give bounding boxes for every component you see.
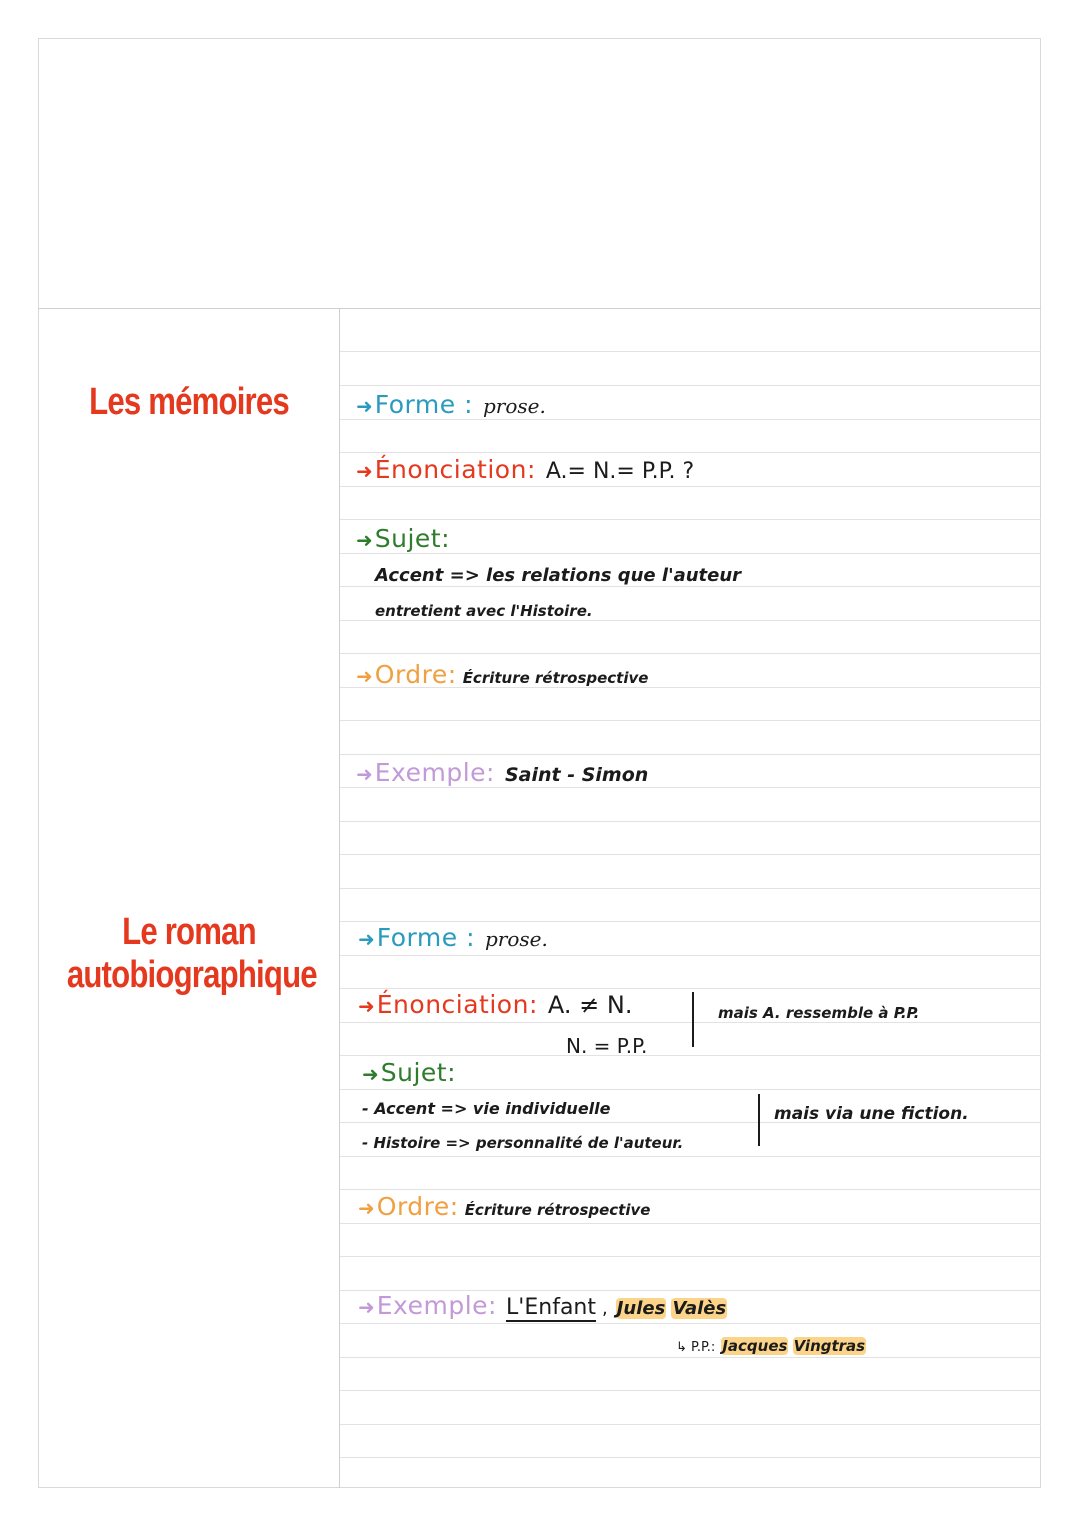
section-title-memoires: Les mémoires bbox=[89, 381, 289, 423]
arrow-icon: ➜ bbox=[356, 762, 373, 786]
enonciation-key: Énonciation: bbox=[376, 990, 538, 1019]
exemple-key: Exemple: bbox=[376, 1291, 497, 1320]
enonciation-value: A.= N.= P.P. ? bbox=[545, 459, 695, 484]
arrow-icon: ➜ bbox=[356, 459, 373, 483]
section-title-roman-line-2: autobiographique bbox=[66, 954, 317, 996]
section-title-roman-line-1: Le roman bbox=[122, 911, 256, 953]
forme-key: Forme : bbox=[374, 390, 473, 419]
separator-bar bbox=[692, 992, 694, 1047]
ordre-entry bbox=[356, 660, 648, 689]
ordre-value: Écriture rétrospective bbox=[462, 669, 649, 687]
sujet-entry bbox=[356, 524, 450, 553]
exemple-entry bbox=[356, 758, 648, 787]
arrow-icon: ➜ bbox=[358, 994, 375, 1018]
exemple-value: Saint - Simon bbox=[504, 764, 649, 786]
sujet-entry bbox=[362, 1058, 456, 1087]
arrow-icon: ➜ bbox=[358, 1295, 375, 1319]
forme-key: Forme : bbox=[376, 923, 475, 952]
arrow-icon: ➜ bbox=[362, 1062, 379, 1086]
sujet-key: Sujet: bbox=[380, 1058, 457, 1087]
enonciation-entry bbox=[356, 455, 694, 484]
sujet-line-1: Accent => les relations que l'auteur bbox=[375, 565, 742, 586]
exemple-separator: , bbox=[602, 1298, 608, 1319]
ordre-entry bbox=[358, 1192, 650, 1221]
ordre-key: Ordre: bbox=[374, 660, 457, 689]
exemple-entry bbox=[358, 1291, 727, 1320]
arrow-icon: ➜ bbox=[356, 394, 373, 418]
forme-value: prose. bbox=[485, 927, 548, 951]
arrow-icon: ➜ bbox=[358, 927, 375, 951]
separator-bar bbox=[758, 1094, 760, 1146]
ordre-key: Ordre: bbox=[376, 1192, 459, 1221]
pp-line bbox=[676, 1337, 866, 1355]
forme-entry bbox=[356, 390, 546, 419]
forme-value: prose. bbox=[483, 394, 546, 418]
exemple-key: Exemple: bbox=[374, 758, 495, 787]
pp-prefix: ↳ P.P.: bbox=[676, 1340, 716, 1355]
forme-entry bbox=[358, 923, 548, 952]
sujet-line-2: entretient avec l'Histoire. bbox=[375, 602, 593, 620]
sujet-line-2: - Histoire => personnalité de l'auteur. bbox=[362, 1134, 684, 1152]
arrow-icon: ➜ bbox=[356, 664, 373, 688]
enonciation-value-2: N. = P.P. bbox=[566, 1034, 648, 1058]
ordre-value: Écriture rétrospective bbox=[464, 1201, 651, 1219]
enonciation-key: Énonciation: bbox=[374, 455, 536, 484]
arrow-icon: ➜ bbox=[358, 1196, 375, 1220]
sujet-line-1: - Accent => vie individuelle bbox=[362, 1099, 611, 1118]
arrow-icon: ➜ bbox=[356, 528, 373, 552]
exemple-title: L'Enfant bbox=[506, 1295, 596, 1320]
exemple-author-first: Jules bbox=[616, 1298, 666, 1319]
pp-first: Jacques bbox=[722, 1337, 788, 1355]
enonciation-value-1: A. ≠ N. bbox=[547, 991, 633, 1019]
enonciation-entry bbox=[358, 990, 632, 1019]
enonciation-note: mais A. ressemble à P.P. bbox=[718, 1004, 920, 1022]
sujet-note: mais via une fiction. bbox=[774, 1104, 969, 1124]
sujet-key: Sujet: bbox=[374, 524, 451, 553]
pp-last: Vingtras bbox=[793, 1337, 866, 1355]
exemple-author-last: Valès bbox=[672, 1298, 727, 1319]
